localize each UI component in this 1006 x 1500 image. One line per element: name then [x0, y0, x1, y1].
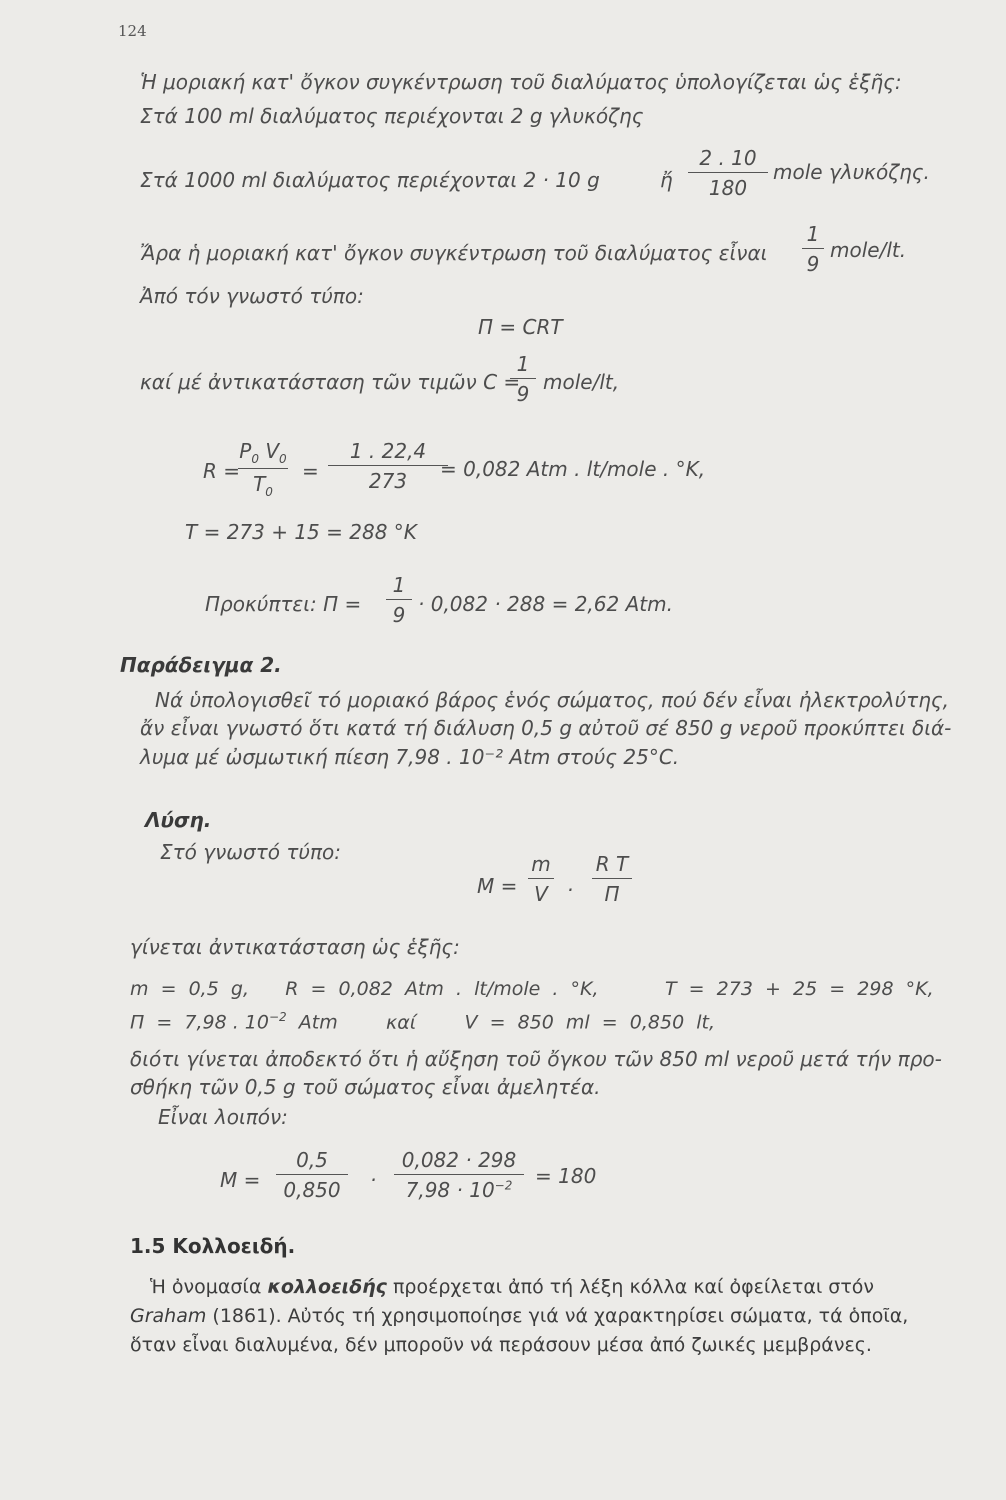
example-heading: Παράδειγμα 2. — [120, 653, 282, 677]
result-tail: · 0,082 · 288 = 2,62 Atm. — [418, 592, 673, 616]
equals-sign: = — [302, 459, 319, 483]
text-line: Στά 100 ml διαλύματος περιέχονται 2 g γλυκόζης — [140, 104, 644, 128]
formula: Π = CRT — [478, 315, 563, 339]
text-line: Στά 1000 ml διαλύματος περιέχονται 2 · 10 g — [140, 168, 600, 192]
page-number: 124 — [118, 22, 147, 40]
fraction-denominator: 180 — [708, 176, 748, 200]
text-line: σθήκη τῶν 0,5 g τοῦ σώματος εἶναι ἀμελητέα. — [130, 1075, 601, 1099]
fraction — [802, 222, 824, 276]
r-equation-result: = 0,082 Atm . lt/mole . °K, — [440, 457, 706, 481]
fraction-numerator: 1 — [516, 352, 530, 376]
text-line: Στό γνωστό τύπο: — [160, 840, 341, 864]
or-word: ἤ — [660, 168, 673, 192]
fraction-bar — [510, 378, 536, 379]
t-equation: T = 273 + 15 = 288 °K — [185, 520, 417, 544]
result-lead: Προκύπτει: Π = — [205, 592, 362, 616]
fraction — [238, 439, 288, 499]
text-line: γίνεται ἀντικατάσταση ὡς ἑξῆς: — [130, 935, 460, 959]
fraction-bar — [528, 878, 554, 879]
fraction-bar — [802, 248, 824, 249]
fraction-denominator: 273 — [368, 469, 408, 493]
fraction — [276, 1148, 348, 1202]
fraction-denominator: 0,850 — [283, 1178, 341, 1202]
final-equation-lhs: M = — [220, 1168, 261, 1192]
fraction-bar — [328, 465, 448, 466]
unit-label: mole/lt. — [830, 238, 907, 262]
fraction-denominator: 9 — [806, 252, 820, 276]
text-line: Ἀπό τόν γνωστό τύπο: — [140, 284, 364, 308]
fraction — [394, 1148, 524, 1202]
fraction — [688, 146, 768, 200]
substitution-line: m = 0,5 g, R = 0,082 Atm . lt/mole . °K, T = 273 + 25 = 298 °K, — [130, 978, 934, 1000]
dot-operator: · — [370, 1168, 377, 1192]
final-equation-result: = 180 — [535, 1164, 597, 1188]
text-line: Νά ὑπολογισθεῖ τό μοριακό βάρος ἑνός σώματος, πού δέν εἶναι ἠλεκτρολύτης, — [155, 688, 949, 712]
fraction-numerator: 0,082 · 298 — [401, 1148, 517, 1172]
section-heading: 1.5 Κολλοειδή. — [130, 1234, 296, 1258]
r-equation-lhs: R = — [203, 459, 241, 483]
text-line: καί μέ ἀντικατάσταση τῶν τιμῶν C = — [140, 370, 521, 394]
fraction — [528, 852, 554, 906]
fraction-bar — [592, 878, 632, 879]
text-line: Ἡ μοριακή κατ' ὄγκον συγκέντρωση τοῦ διαλύματος ὑπολογίζεται ὡς ἑξῆς: — [140, 70, 902, 94]
fraction-numerator: m — [531, 852, 551, 876]
fraction-bar — [688, 172, 768, 173]
fraction-denominator: V — [534, 882, 548, 906]
fraction-numerator: R T — [595, 852, 629, 876]
fraction-denominator: 9 — [392, 603, 406, 627]
fraction-denominator: 9 — [516, 382, 530, 406]
fraction — [386, 573, 412, 627]
fraction-bar — [276, 1174, 348, 1175]
fraction — [328, 439, 448, 493]
fraction-bar — [386, 599, 412, 600]
text-run: προέρχεται ἀπό τή λέξη κόλλα καί ὀφείλεται στόν — [392, 1276, 875, 1298]
text-run: (1861). Αὐτός τή χρησιμοποίησε γιά νά χαρακτηρίσει σώματα, τά ὁποῖα, — [212, 1305, 909, 1327]
m-equation-lhs: M = — [477, 874, 518, 898]
fraction-numerator: 1 — [392, 573, 406, 597]
fraction-numerator: $P_0$ $V_0$ — [239, 439, 287, 466]
term-emphasis: κολλοειδής — [267, 1276, 387, 1298]
solution-heading: Λύση. — [145, 808, 212, 832]
text-line: Ἄρα ἡ μοριακή κατ' ὄγκον συγκέντρωση τοῦ διαλύματος εἶναι — [140, 241, 768, 265]
fraction-bar — [238, 468, 288, 469]
fraction — [592, 852, 632, 906]
fraction-denominator: $T_0$ — [253, 472, 273, 499]
fraction-denominator: $7,98 \cdot 10^{-2}$ — [405, 1178, 513, 1202]
text-line: ὅταν εἶναι διαλυμένα, δέν μποροῦν νά περάσουν μέσα ἀπό ζωικές μεμβράνες. — [130, 1334, 872, 1356]
text-line: λυμα μέ ὠσμωτική πίεση 7,98 . 10⁻² Atm στούς 25°C. — [140, 745, 680, 769]
fraction-numerator: 1 — [806, 222, 820, 246]
person-name: Graham — [130, 1305, 207, 1327]
fraction-numerator: 2 . 10 — [699, 146, 757, 170]
text-line — [150, 1276, 874, 1298]
text-line — [130, 1305, 908, 1327]
text-line: ἄν εἶναι γνωστό ὅτι κατά τή διάλυση 0,5 g αὐτοῦ σέ 850 g νεροῦ προκύπτει διά- — [140, 716, 952, 740]
fraction-bar — [394, 1174, 524, 1175]
substitution-line: Π = 7,98 . $10^{-2}$ Atm καί V = 850 ml = 0,850 lt, — [130, 1010, 716, 1034]
fraction — [510, 352, 536, 406]
unit-label: mole/lt, — [543, 370, 620, 394]
text-run: Ἡ ὀνομασία — [150, 1276, 262, 1298]
fraction-numerator: 1 . 22,4 — [349, 439, 427, 463]
dot-operator: . — [568, 872, 575, 896]
unit-label: mole γλυκόζης. — [773, 160, 930, 184]
fraction-numerator: 0,5 — [296, 1148, 328, 1172]
fraction-denominator: Π — [604, 882, 620, 906]
text-line: διότι γίνεται ἀποδεκτό ὅτι ἡ αὔξηση τοῦ ὄγκου τῶν 850 ml νεροῦ μετά τήν προ- — [130, 1047, 942, 1071]
text-line: Εἶναι λοιπόν: — [158, 1105, 288, 1129]
